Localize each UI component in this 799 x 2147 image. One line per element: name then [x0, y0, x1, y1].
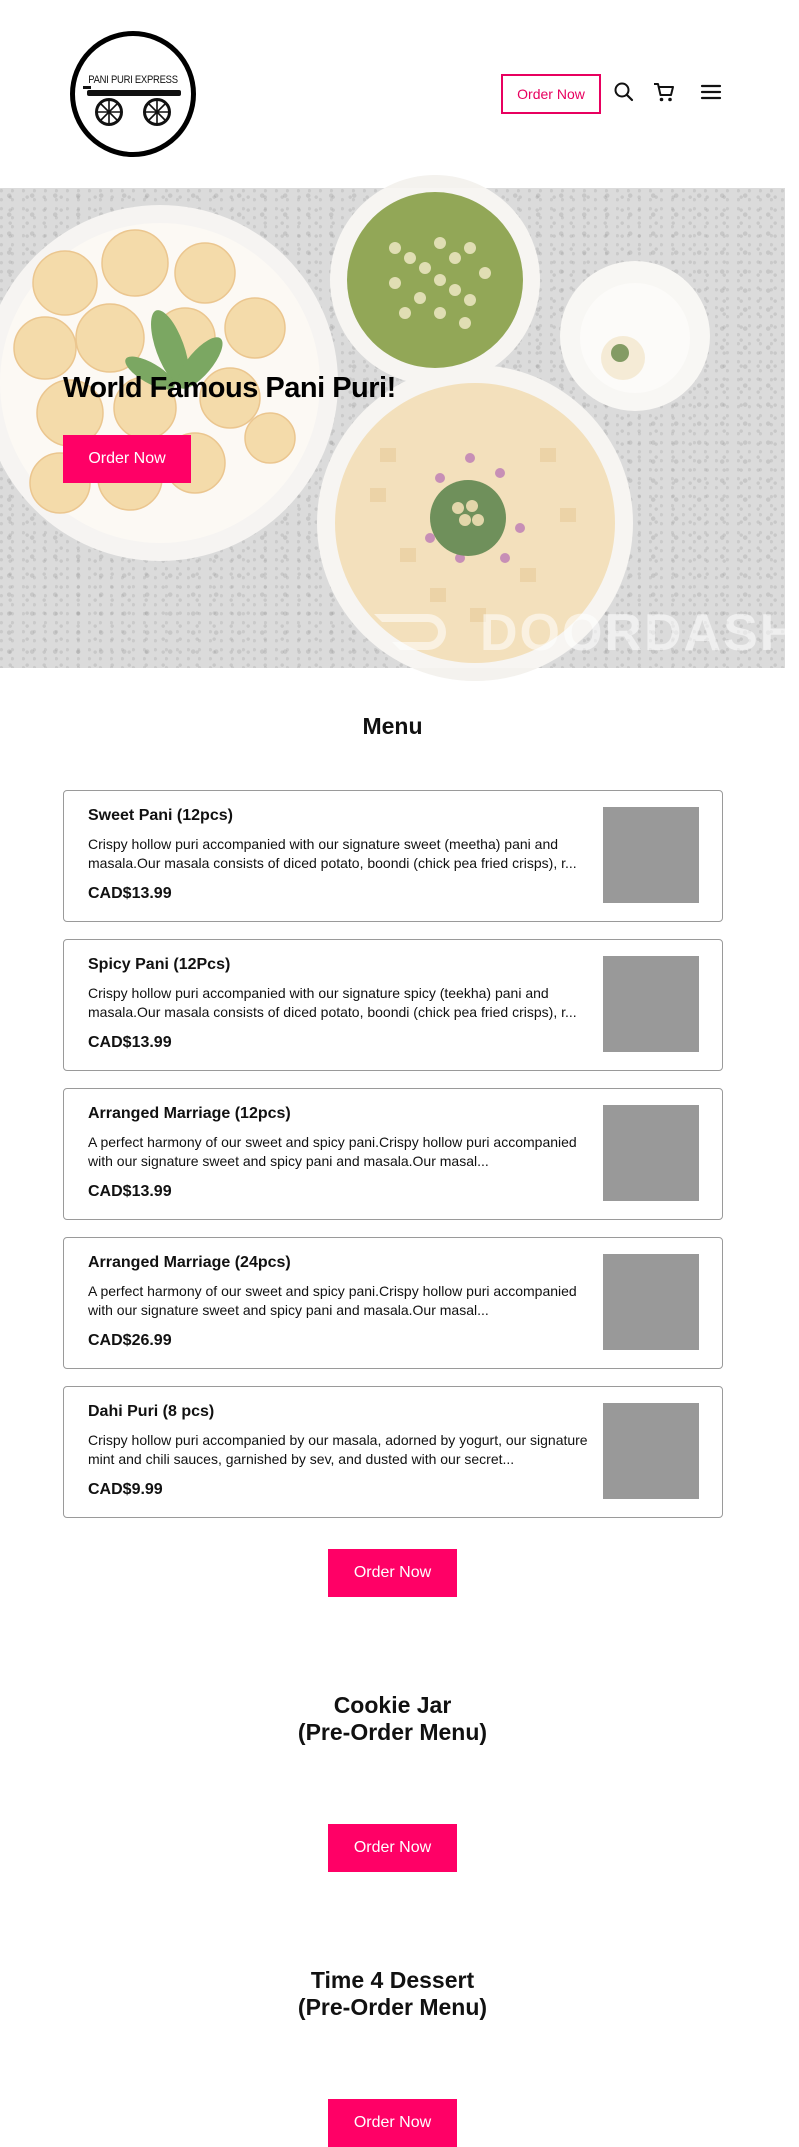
- menu-item-price: CAD$13.99: [88, 1034, 172, 1051]
- cookie-jar-title-line1: Cookie Jar: [333, 1692, 452, 1718]
- dessert-title: [0, 1967, 785, 2021]
- menu-item[interactable]: [63, 790, 723, 922]
- cookie-jar-title: [0, 1692, 785, 1746]
- hero-food-photo: [0, 188, 785, 668]
- logo-cart-handle: [83, 86, 91, 89]
- menu-item[interactable]: [63, 1386, 723, 1518]
- hero-banner: [0, 188, 799, 668]
- hero-title: World Famous Pani Puri!: [63, 372, 396, 404]
- logo-wheel-left: [95, 98, 123, 126]
- doordash-watermark: DOORDASH: [480, 604, 799, 662]
- menu-item[interactable]: [63, 939, 723, 1071]
- menu-section-title: Menu: [362, 713, 423, 739]
- menu-item-image: [603, 956, 699, 1052]
- dessert-order-now-button[interactable]: Order Now: [328, 2099, 457, 2147]
- menu-item-description: A perfect harmony of our sweet and spicy pani.Crispy hollow puri accompanied with our signature sweet and spicy pani and masala.Our masal...: [88, 1134, 577, 1169]
- hero-order-now-button[interactable]: Order Now: [63, 435, 191, 483]
- cookie-jar-order-now-button[interactable]: Order Now: [328, 1824, 457, 1872]
- site-header: [0, 0, 785, 188]
- menu-item-image: [603, 1105, 699, 1201]
- menu-item-name: Arranged Marriage (12pcs): [88, 1105, 291, 1122]
- menu-item-price: CAD$9.99: [88, 1481, 163, 1498]
- dessert-title-line2: (Pre-Order Menu): [297, 1994, 488, 2020]
- menu-item-price: CAD$13.99: [88, 885, 172, 902]
- menu-item-image: [603, 807, 699, 903]
- cookie-jar-title-line2: (Pre-Order Menu): [297, 1719, 488, 1745]
- menu-item-image: [603, 1403, 699, 1499]
- logo-text: PANI PURI EXPRESS: [88, 74, 178, 86]
- cart-icon[interactable]: [651, 79, 677, 105]
- logo-wheel-right: [143, 98, 171, 126]
- menu-item-description: Crispy hollow puri accompanied with our signature sweet (meetha) pani and masala.Our masala consists of diced potato, boondi (chick pea fried crisps), r...: [88, 836, 577, 871]
- menu-item-price: CAD$26.99: [88, 1332, 172, 1349]
- menu-list: [63, 790, 723, 1535]
- header-order-now-button[interactable]: Order Now: [501, 74, 601, 114]
- menu-item-name: Dahi Puri (8 pcs): [88, 1403, 215, 1420]
- dessert-title-line1: Time 4 Dessert: [310, 1967, 475, 1993]
- doordash-watermark-icon: [370, 606, 460, 658]
- menu-item-name: Spicy Pani (12Pcs): [88, 956, 231, 973]
- menu-item-description: Crispy hollow puri accompanied with our signature spicy (teekha) pani and masala.Our masala consists of diced potato, boondi (chick pea fried crisps), r...: [88, 985, 577, 1020]
- menu-item[interactable]: [63, 1088, 723, 1220]
- menu-item-image: [603, 1254, 699, 1350]
- menu-item-price: CAD$13.99: [88, 1183, 172, 1200]
- menu-item-name: Sweet Pani (12pcs): [88, 807, 233, 824]
- search-icon[interactable]: [611, 79, 637, 105]
- menu-item-description: A perfect harmony of our sweet and spicy pani.Crispy hollow puri accompanied with our signature sweet and spicy pani and masala.Our masal...: [88, 1283, 577, 1318]
- logo-cart-bar: [87, 90, 181, 96]
- menu-item-description: Crispy hollow puri accompanied by our masala, adorned by yogurt, our signature mint and chili sauces, garnished by sev, and dusted with our secret...: [88, 1432, 588, 1467]
- pani-puri-express-logo[interactable]: [70, 31, 196, 157]
- menu-item[interactable]: [63, 1237, 723, 1369]
- menu-item-name: Arranged Marriage (24pcs): [88, 1254, 291, 1271]
- menu-order-now-button[interactable]: Order Now: [328, 1549, 457, 1597]
- hamburger-menu-icon[interactable]: [698, 79, 724, 105]
